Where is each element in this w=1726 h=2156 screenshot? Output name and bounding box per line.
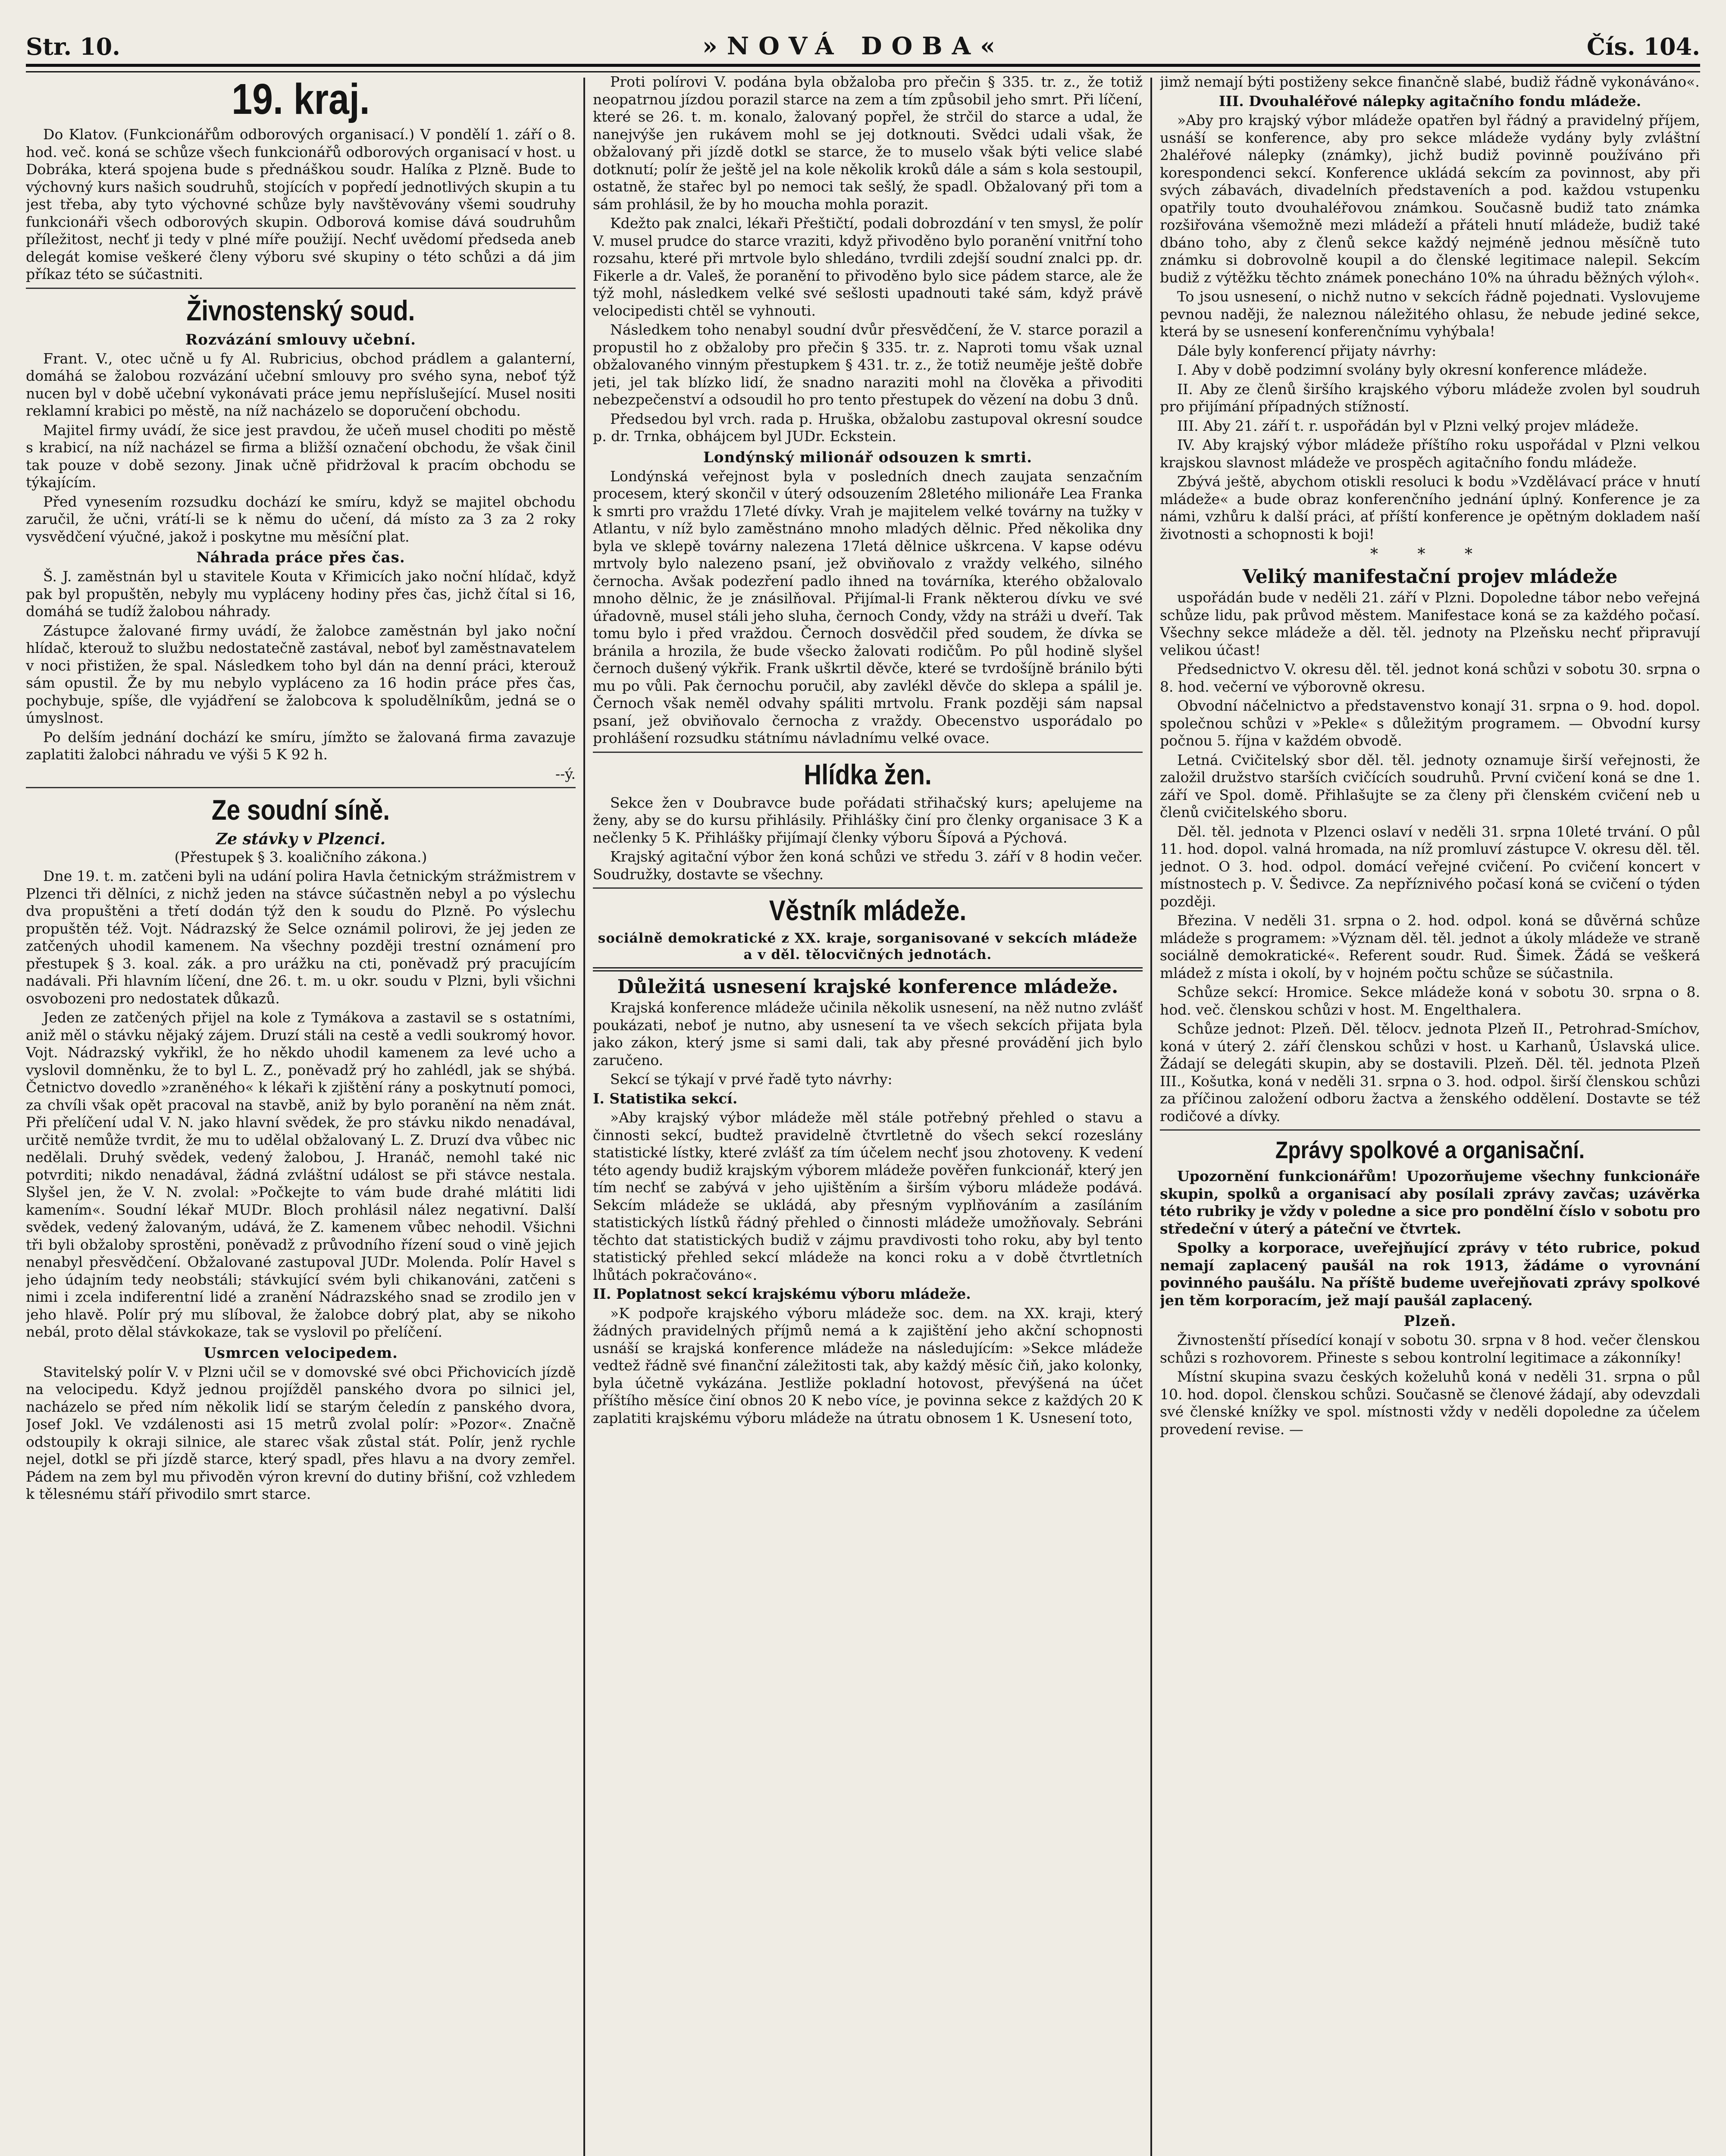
article-paragraph: Dále byly konferencí přijaty návrhy:	[1177, 342, 1437, 359]
article-paragraph: Sekce žen v Doubravce bude pořádati střihačský kurs; apelujeme na ženy, aby se do kursu přihlásily. Přihlášky činí pro členky organisace 3 K a nečlenky 5 K. Přihlášky přijímají členky výboru Šípová a Pýchová.	[593, 794, 1143, 846]
article-paragraph: Stavitelský polír V. v Plzni učil se v domovské své obci Přichovicích jízdě na velocipedu. Když jednou projížděl panského dvora po silnici jel, nacházelo se před ním několik lidí se starým čeledín z panského dvora, Josef Jokl. Ve vzdálenosti asi 15 metrů zvolal polír: »Pozor«. Značně odstoupily k okraji silnice, ale starec však zůstal stát. Polír, jenž rychle nejel, dotkl se při jízdě starce, který spadl, přes hlavu a na dvory zemřel. Pádem na zem byl mu přivoděn výron krevní do dutiny břišní, což vzhledem k tělesnému stáří přivodilo smrt starce.	[26, 1363, 576, 1502]
section-title-kraj: 19. kraj.	[232, 75, 370, 123]
section-subtitle: sociálně demokratické z XX. kraje, sorganisované v sekcích mládeže a v děl. tělocvičných jednotách.	[598, 931, 1138, 962]
article-paragraph: Proti polírovi V. podána byla obžaloba pro přečin § 335. tr. z., že totiž neopatrnou jízdou porazil starce na zem a tím způsobil jeho smrt. Při líčení, které se 26. t. m. konalo, žalovaný popřel, že strčil do starce a udal, že nanejvýše jen rukávem mohl se jej dotknouti. Svědci udali však, že obžalovaný při jízdě dotkl se starce, že to muselo však býti velice slabé dotknutí; polír že ještě jel na kole několik kroků dále a sám s kola sestoupil, ostatně, že stařec byl po nemoci tak sešlý, že spadl. Obžalovaný při tom a sám prohlásil, že by ho moucha mohla porazit.	[593, 73, 1143, 213]
divider	[593, 752, 1143, 753]
divider	[1160, 1129, 1700, 1131]
article-paragraph: Spolky a korporace, uveřejňující zprávy v této rubrice, pokud nemají zaplacený paušál na rok 1913, žádáme o vyrovnání povinného paušálu. Na příště budeme uveřejňovati zprávy spolkové jen těm korporacím, jež mají paušál zaplacený.	[1160, 1239, 1700, 1309]
issue-number: Čís. 104.	[1586, 33, 1700, 60]
article-paragraph: Kdežto pak znalci, lékaři Přeštičtí, podali dobrozdání v ten smysl, že polír V. musel prudce do starce vraziti, když přivoděno bylo poranění vnitřní toho rozsahu, které při mrtvole bylo shledáno, tvrdili zdejší soudní znalci pp. dr. Fikerle a dr. Valeš, že poranění to přivoděno bylo sice pádem starce, ale že týž mohl, následkem velké své sešlosti upadnouti také sám, když právě velocipedisti chtěl se vyhnouti.	[593, 215, 1143, 319]
article-paragraph: Živnostenští přísedící konají v sobotu 30. srpna v 8 hod. večer členskou schůzi s rozhovorem. Přineste s sebou kontrolní legitimace a zákonníky!	[1160, 1332, 1700, 1366]
article-paragraph: Do Klatov. (Funkcionářům odborových organisací.) V pondělí 1. září o 8. hod. več. koná se schůze všech funkcionářů odborových organisací v host. u Dobráka, která spojena bude s přednáškou soudr. Halíka z Plzně. Bude to výchovný kurs našich soudruhů, stojících v popředí jednotlivých skupin a tu jest třeba, aby tyto výchovné schůze byly navštěvovány všemi soudruhy funkcionáři všech odborových skupin. Odborová komise dává soudruhům příležitost, nechť ji tedy v plné míře použijí. Nechť uvědomí předseda aneb delegát komise veškeré členy výboru své skupiny o této schůzi a dá jim příkaz této se súčastniti.	[26, 126, 576, 282]
newspaper-page	[26, 13, 1700, 2156]
column-1	[26, 73, 576, 2156]
article-paragraph: Následkem toho nenabyl soudní dvůr přesvědčení, že V. starce porazil a propustil ho z obžaloby pro přečin § 335. tr. z. Naproti tomu však uznal obžalovaného vinným přestupkem § 431. tr. z., že totiž neuměje ještě dobře jeti, jel tak blízko lidí, že snadno naraziti mohl na člověka a přivoditi nebezpečenství a odsoudil ho pro tento přestupek do vězení na dobu 3 dnů.	[593, 321, 1143, 408]
article-subheading: III. Dvouhaléřové nálepky agitačního fondu mládeže.	[1219, 92, 1641, 110]
article-paragraph: II. Aby ze členů širšího krajského výboru mládeže zvolen byl soudruh pro přijímání případných stížností.	[1160, 380, 1700, 415]
article-paragraph: Předsedou byl vrch. rada p. Hruška, obžalobu zastupoval okresní soudce p. dr. Trnka, obhájcem byl JUDr. Eckstein.	[593, 410, 1143, 445]
article-paragraph: Předsednictvo V. okresu děl. těl. jednot koná schůzi v sobotu 30. srpna o 8. hod. večerní ve výborovně okresu.	[1160, 661, 1700, 695]
article-paragraph: I. Aby v době podzimní svolány byly okresní konference mládeže.	[1177, 361, 1648, 378]
article-paragraph: »K podpoře krajského výboru mládeže soc. dem. na XX. kraji, který žádných pravidelných příjmů nemá a k zajištění jeho akční schopnosti usnáší se krajská konference mládeže na následujícím: »Sekce mládeže vedtež řádně své finanční záležitosti tak, aby každý měsíc čiň, jako kolonky, byla účetně vykázána. Jestliže pokladní hotovost, převýšená na účet příštího měsíce činí obnos 20 K nebo více, je povinna sekce z každých 20 K zaplatiti krajskému výboru mládeže na útratu obnosem 1 K. Usnesení toto,	[593, 1304, 1143, 1426]
article-paragraph: Po delším jednání dochází ke smíru, jímžto se žalovaná firma zavazuje zaplatiti žalobci náhradu ve výši 5 K 92 h.	[26, 728, 576, 763]
article-paragraph: Sekcí se týkají v prvé řadě tyto návrhy:	[610, 1071, 893, 1087]
divider	[26, 288, 576, 289]
article-paragraph: Schůze jednot: Plzeň. Děl. tělocv. jednota Plzeň II., Petrohrad-Smíchov, koná v úterý 2. září členskou schůzi v host. u Karhanů, Úslavská ulice. Žádají se delegáti skupin, aby se dostavili. Plzeň. Děl. těl. jednota Plzeň III., Košutka, koná v neděli 31. srpna o 3. hod. odpol. širší členskou schůzi za příčinou založení odboru žactva a ženského oddělení. Dostavte se též rodičové a dívky.	[1160, 1020, 1700, 1125]
article-paragraph: To jsou usnesení, o nichž nutno v sekcích řádně pojednati. Vyslovujeme pevnou naději, že naleznou náležitého ohlasu, že nebude jediné sekce, která by se usnesení konferenčnímu vyhýbala!	[1160, 288, 1700, 340]
article-paragraph: III. Aby 21. září t. r. uspořádán byl v Plzni velký projev mládeže.	[1177, 417, 1639, 434]
column-3	[1160, 73, 1700, 2156]
article-paragraph: IV. Aby krajský výbor mládeže příštího roku uspořádal v Plzni velkou krajskou slavnost mládeže ve prospěch agitačního fondu mládeže.	[1160, 436, 1700, 471]
article-paragraph: Jeden ze zatčených přijel na kole z Tymákova a zastavil se s ostatními, aniž měl o stávku nějaký zájem. Druzí stáli na cestě a vedli soukromý hovor. Vojt. Nádrazský vykřikl, že ho někdo uhodil kamenem za levé ucho a vyslovil domněnku, že to byl L. Z., poněvadž prý ho zahlédl, jak se shýbá. Četnictvo dovedlo »zraněného« k lékaři k zjištění rány a poskytnutí pomoci, za chvíli však opět pracoval na stavbě, aniž by bylo poranění na něm znát. Při přelíčení udal V. N. jako hlavní svědek, že pro stávku nikdo nenadával, určitě nemůže tvrdit, že mu to udělal obžalovaný L. Z. Druzí dva vůbec nic nedělali. Druhý svědek, vedený žalobou, J. Hranáč, nemohl také nic potvrditi; nikdo nenadával, žádná zvláštní událost se při stávce nestala. Slyšel jen, že V. N. zvolal: »Počkejte to vám bude drahé mlátiti lidi kamením«. Soudní lékař MUDr. Bloch prohlásil nález negativní. Další svědek, vedený žalovaným, udává, že Z. kamenem vůbec nehodil. Všichni tři byli obžaloby sprostěni, poněvadž z průvodního řízení soud o vině jejich nenabyl přesvědčení. Obžalované zastupoval JUDr. Molenda. Polír Havel s jeho údajním tedy neobstáli; stávkující svém byli chikanováni, zatčeni s nimi i zcela indiferentní lidé a zranění Nádrazského snad se zrodilo jen v jeho hlavě. Polír prý mu slíboval, že žalobce dobrý plat, aby se nikoho nebál, proto dělal stávkokaze, tak se vyslovil po přelíčení.	[26, 1009, 576, 1340]
article-paragraph: Zástupce žalované firmy uvádí, že žalobce zaměstnán byl jako noční hlídač, kterouž to službu nedostatečně zastával, neboť byl zaměstnavatelem v noci přistižen, že spal. Následkem toho byl dán na denní práci, kterouž sám opustil. Že by mu nebylo vypláceno za 16 hodin práce přes čas, pochybuje, spíše, dle vyjádření se žalobcova k spoludělníkům, jedná se o úmyslnost.	[26, 622, 576, 726]
signature: --ý.	[555, 765, 576, 782]
column-rule-1	[583, 78, 585, 2156]
section-title-hlidka-zen: Hlídka žen.	[804, 758, 932, 790]
article-paragraph: Upozornění funkcionářům! Upozorňujeme všechny funkcionáře skupin, spolků a organisací aby posílali zprávy zavčas; uzávěrka této rubriky je vždy v poledne a sice pro pondělní číslo v sobotu pro středeční v úterý a páteční ve čtvrtek.	[1160, 1168, 1700, 1237]
article-paragraph: Letná. Cvičitelský sbor děl. těl. jednoty oznamuje širší veřejnosti, že založil družstvo starších cvičících soudruhů. První cvičení koná se dne 1. září ve Spol. domě. Přihlašujte se za členy při členském cvičení neb u členů cvičitelského sboru.	[1160, 751, 1700, 821]
article-paragraph: Děl. těl. jednota v Plzenci oslaví v neděli 31. srpna 10leté trvání. O půl 11. hod. dopol. valná hromada, na níž promluví zástupce V. okresu děl. těl. jednot. O 3. hod. odpol. domácí veřejné cvičení. Po cvičení koncert v místnostech p. V. Šedivce. Za nepříznivého počasí koná se cvičení o týden později.	[1160, 823, 1700, 910]
article-paragraph: Majitel firmy uvádí, že sice jest pravdou, že učeň musel choditi po městě s krabicí, na níž nacházel se firma a bližší označení obchodu, že však činil tak pouze v době sezony. Jinak učně přidržoval k pracím obchodu se týkajícím.	[26, 421, 576, 491]
column-rule-2	[1150, 78, 1152, 2156]
subheading: Ze stávky v Plzenci.	[216, 830, 386, 848]
article-paragraph: Zbývá ještě, abychom otiskli resoluci k bodu »Vzdělávací práce v hnutí mládeže« a bude obraz konferenčního jednání úplný. Konference je za námi, vzhůru k další práci, ať příští konference je opětným dokladem naší životnosti a schopnosti k boji!	[1160, 473, 1700, 542]
section-title-zpravy-spolkove: Zprávy spolkové a organisační.	[1275, 1136, 1585, 1163]
article-subheading: II. Poplatnost sekcí krajskému výboru mládeže.	[593, 1285, 971, 1302]
article-paragraph: Londýnská veřejnost byla v posledních dnech zaujata senzačním procesem, který skončil v úterý odsouzením 28letého milionáře Lea Franka k smrti pro vraždu 17leté dívky. Vrah je majitelem velké továrny na tužky v Atlantu, v níž bylo zaměstnáno mnoho mladých dělnic. Před několika dny byla ve sklepě továrny nalezena 17letá dělnice uškrcena. V kapse odévu mrtvoly bylo nalezeno psaní, jež obviňovalo z vraždy velkého, silného černocha. Avšak podezření padlo ihned na továrníka, kterého obžalovalo mnoho dělnic, že je znásilňoval. Přijímal-li Frank některou dívku ve své úřadovně, musel stáli jeho sluha, černoch Condy, vždy na stráži u dveří. Tak tomu bylo i před vraždou. Černoch dosvědčil před soudem, že dívka se bránila a hrozila, že bude všecko žalovati rodičům. Po půl hodině slyšel černoch dušený výkřik. Frank uškrtil děvče, které se tvrdošíjně bránilo býti mu po vůli. Pak černochu poručil, aby zavlékl děvče do sklepa a spálil je. Černoch však neměl odvahy spáliti mrtvolu. Frank později sám napsal psaní, jež obviňovalo černocha z vraždy. Obecenstvo usporádalo po prohlášení rozsudku státnímu návladnímu velké ovace.	[593, 467, 1143, 746]
subheading: Náhrada práce přes čas.	[196, 549, 405, 566]
subheading-note: (Přestupek § 3. koaličního zákona.)	[174, 849, 427, 865]
header-rule	[26, 64, 1700, 72]
article-paragraph: Frant. V., otec učně u fy Al. Rubricius, obchod prádlem a galanterní, domáhá se žalobou rozvázání učební smlouvy pro svého syna, neboť týž nucen byl v době učební vykonávati práce jemu nepříslušející. Musel nositi reklamní krabici po městě, na níž nacházelo se doporučení obchodu.	[26, 350, 576, 419]
article-subheading: I. Statistika sekcí.	[593, 1090, 738, 1107]
article-paragraph: Krajský agitační výbor žen koná schůzi ve středu 3. září v 8 hodin večer. Soudružky, dostavte se všechny.	[593, 848, 1143, 883]
divider	[593, 887, 1143, 889]
column-2	[593, 73, 1143, 2156]
masthead-title: »NOVÁ DOBA«	[702, 32, 1005, 60]
article-paragraph: jimž nemají býti postiženy sekce finančně slabé, budiž řádně vykonáváno«.	[1160, 73, 1700, 90]
subheading: Londýnský milionář odsouzen k smrti.	[703, 448, 1033, 466]
article-paragraph: Místní skupina svazu českých koželuhů koná v neděli 31. srpna o půl 10. hod. dopol. členskou schůzi. Současně se členové žádají, aby odevzdali své členské knížky ve spol. místnosti vždy v neděli dopoledne za účelem provedení revise. —	[1160, 1368, 1700, 1438]
section-title-vestnik-mladeze: Věstník mládeže.	[769, 894, 967, 926]
article-headline: Důležitá usnesení krajské konference mládeže.	[617, 976, 1118, 998]
section-title-zivnostensky-soud: Živnostenský soud.	[186, 294, 415, 326]
section-title-soudni-sin: Ze soudní síně.	[211, 794, 390, 826]
article-paragraph: Schůze sekcí: Hromice. Sekce mládeže koná v sobotu 30. srpna o 8. hod. več. členskou schůzi v host. M. Engelthalera.	[1160, 984, 1700, 1018]
article-paragraph: »Aby pro krajský výbor mládeže opatřen byl řádný a pravidelný příjem, usnáší se konference, aby pro sekce mládeže vydány byly zvláštní 2haléřové nálepky (známky), jichž budiž povinně používáno při korespondenci sekcí. Konference ukládá sekcím za povinnost, aby při svých zábavách, divadelních představeních a pod. každou vstupenku opatřily touto dvouhaléřovou známkou. Současně budiž tato známka rozšiřována všemožně mezi mládeží a přáteli hnutí mládeže, budiž také dbáno toho, aby z členů sekce každý nejméně jednou měsíčně tuto známku si dobrovolně koupil a do členské legitimace nalepil. Sekcím budiž z výtěžku těchto známek ponecháno 10% na úhradu běžných výloh«.	[1160, 112, 1700, 286]
article-paragraph: uspořádán bude v neděli 21. září v Plzni. Dopoledne tábor nebo veřejná schůze lidu, pak průvod městem. Manifestace koná se za každého počasí. Všechny sekce mládeže a děl. těl. jednoty na Plzeňsku nechť připravují velikou účast!	[1160, 589, 1700, 658]
divider	[26, 787, 576, 788]
subheading: Rozvázání smlouvy učební.	[185, 331, 416, 348]
double-rule	[593, 967, 1143, 971]
article-paragraph: Před vynesením rozsudku dochází ke smíru, když se majitel obchodu zaručil, že učni, vrátí-li se k němu do učení, dá místo za 3 za 2 roky vysvědčení výučné, jakož i poskytne mu měsíční plat.	[26, 493, 576, 545]
section-stars: * * *	[1370, 545, 1490, 563]
article-paragraph: Dne 19. t. m. zatčeni byli na udání polira Havla četnickým strážmistrem v Plzenci tři dělníci, z nichž jeden na stávce súčastněn nebyl a po výslechu dva propuštěni a třetí dodán týž den k soudu do Plzně. Po výslechu propuštěn též. Vojt. Nádrazský že Selce oznámil polirovi, že jej jeden ze zatčených uhodil kamenem. Na všechny později trestní oznámení pro přestupek § 3. koal. zák. a pro urážku na cti, poněvadž prý pracujícím nadávali. Při hlavním líčení, dne 26. t. m. u okr. soudu v Plzni, byli všichni osvobozeni pro nedostatek důkazů.	[26, 868, 576, 1007]
article-paragraph: Š. J. zaměstnán byl u stavitele Kouta v Křimicích jako noční hlídač, když pak byl propuštěn, nebyly mu vypláceny hodiny přes čas, jichž čítal si 16, domáhá se tudíž žalobou náhrady.	[26, 568, 576, 620]
page-number: Str. 10.	[26, 33, 120, 60]
subheading: Usmrcen velocipedem.	[204, 1344, 398, 1362]
article-paragraph: Obvodní náčelnictvo a představenstvo konají 31. srpna o 9. hod. dopol. společnou schůzi v »Pekle« s důležitým programem. — Obvodní kursy počnou 5. října v každém obvodě.	[1160, 697, 1700, 749]
article-paragraph: Krajská konference mládeže učinila několik usnesení, na něž nutno zvlášť poukázati, neboť je nutno, aby usnesení ta ve všech sekcích přijata byla jako zákon, který jsme si sami dali, tak aby přesné provádění jich bylo zaručeno.	[593, 999, 1143, 1069]
page-header	[26, 13, 1700, 60]
article-headline: Veliký manifestační projev mládeže	[1242, 566, 1618, 588]
subheading: Plzeň.	[1403, 1313, 1457, 1330]
article-paragraph: »Aby krajský výbor mládeže měl stále potřebný přehled o stavu a činnosti sekcí, budtež pravidelně čtvrtletně do všech sekcí rozeslány statistické lístky, které zvlášť za tím účelem nechť jsou zhotoveny. K vedení této agendy budiž krajským výborem mládeže pověřen funkcionář, který jen tím nechť se zabývá v jeho ujištěním a širším výboru mládeže podává. Sekcím mládeže se ukládá, aby přesným vyplňováním a zasíláním statistických lístků řádný přehled o činnosti mládeže umožňovaly. Sebráni těchto dat statistických budiž v zájmu pravdivosti toho roku, aby byl tento statistický přehled sekcí mládeže na konci roku a v době čtvrtletních lhůtách pokračováno«.	[593, 1109, 1143, 1283]
article-paragraph: Březina. V neděli 31. srpna o 2. hod. odpol. koná se důvěrná schůze mládeže s programem: »Význam děl. těl. jednot a úkoly mládeže ve straně sociálně demokratické«. Referent soudr. Rud. Šimek. Žádá se veškerá mládež z místa i okolí, by v hojném počtu schůze se súčastnila.	[1160, 912, 1700, 981]
